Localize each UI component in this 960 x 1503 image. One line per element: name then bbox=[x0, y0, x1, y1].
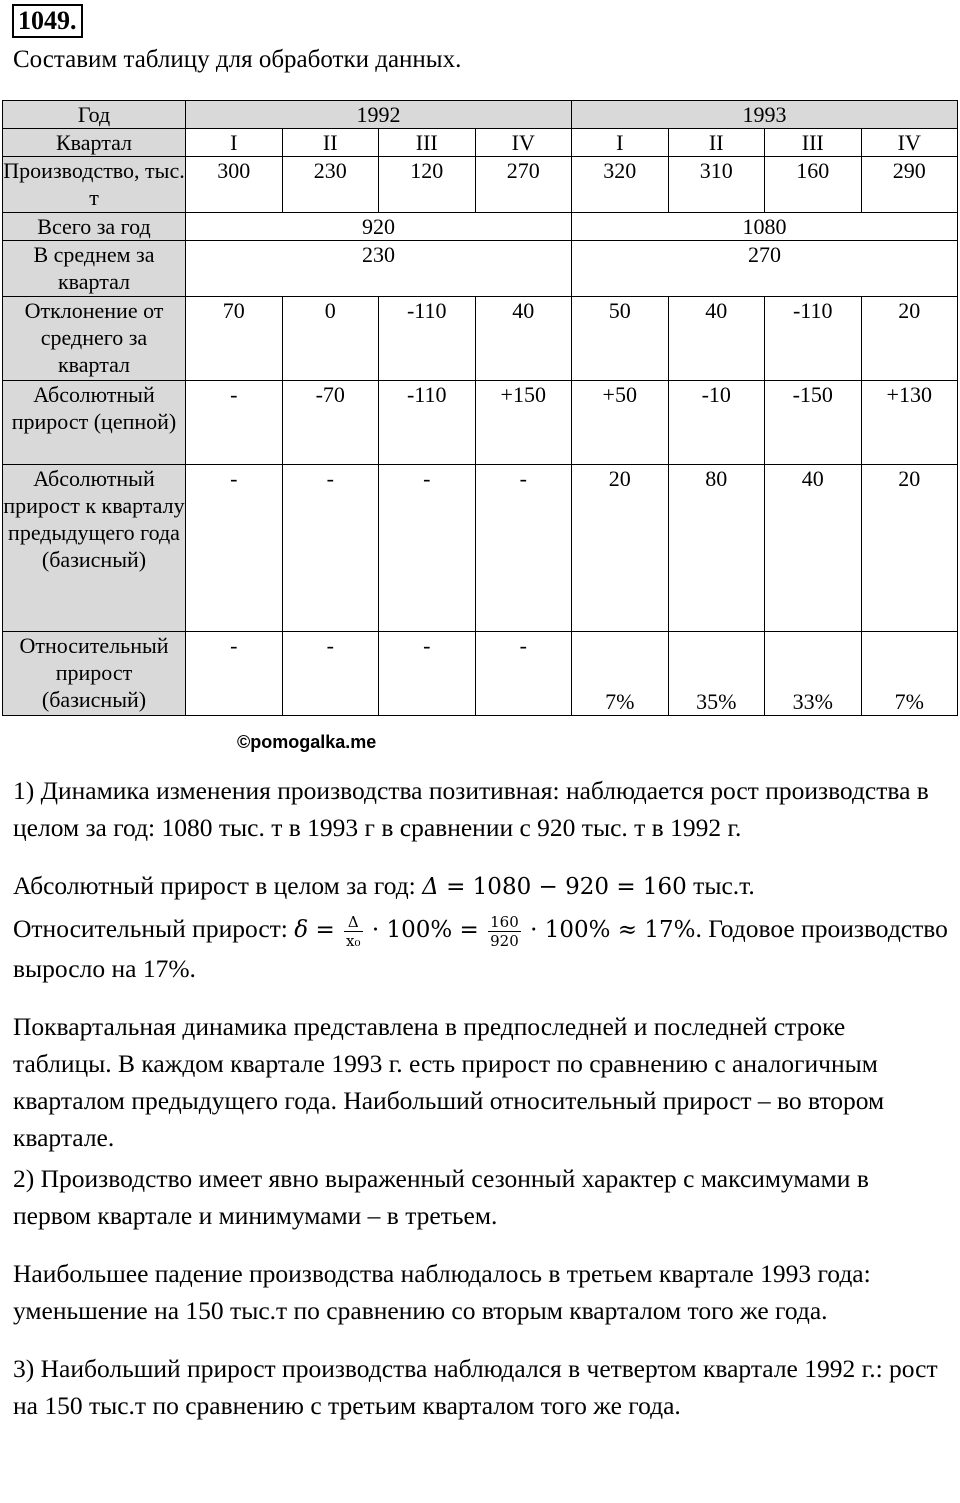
table-cell: -110 bbox=[765, 297, 862, 381]
table-cell: 50 bbox=[572, 297, 669, 381]
year-header-cell: 1993 bbox=[572, 101, 958, 129]
table-cell: - bbox=[186, 632, 283, 716]
table-cell: - bbox=[186, 465, 283, 632]
table-cell: - bbox=[379, 465, 476, 632]
table-cell: +50 bbox=[572, 381, 669, 465]
table-cell: 40 bbox=[668, 297, 765, 381]
quarter-header-cell: III bbox=[379, 129, 476, 157]
table-cell: 35% bbox=[668, 632, 765, 716]
table-cell: - bbox=[282, 632, 379, 716]
text-span: тыс.т. bbox=[686, 871, 755, 900]
table-row bbox=[3, 157, 958, 213]
table-cell: 40 bbox=[765, 465, 862, 632]
table-cell: -150 bbox=[765, 381, 862, 465]
table-row bbox=[3, 381, 958, 465]
quarter-header-cell: IV bbox=[475, 129, 572, 157]
table-cell: 120 bbox=[379, 157, 476, 213]
table-row bbox=[3, 213, 958, 241]
text-span: . Годовое производство выросло на 17%. bbox=[13, 914, 948, 983]
table-cell: - bbox=[282, 465, 379, 632]
fraction-denominator: x₀ bbox=[346, 931, 361, 950]
table-cell-merged: 920 bbox=[186, 213, 572, 241]
table-cell: - bbox=[475, 632, 572, 716]
table-cell: 40 bbox=[475, 297, 572, 381]
quarter-header-cell: II bbox=[668, 129, 765, 157]
table-cell: 7% bbox=[572, 632, 669, 716]
table-cell: -70 bbox=[282, 381, 379, 465]
quarter-header-cell: II bbox=[282, 129, 379, 157]
table-cell: 20 bbox=[572, 465, 669, 632]
row-label: В среднем за квартал bbox=[3, 241, 186, 297]
formula: · 100% = bbox=[364, 917, 487, 943]
row-label: Относительный прирост (базисный) bbox=[3, 632, 186, 716]
table-cell: 20 bbox=[861, 465, 958, 632]
table-cell: 160 bbox=[765, 157, 862, 213]
table-cell: 230 bbox=[282, 157, 379, 213]
table-cell: - bbox=[379, 632, 476, 716]
table-cell: -10 bbox=[668, 381, 765, 465]
table-cell-merged: 230 bbox=[186, 241, 572, 297]
table-cell: 20 bbox=[861, 297, 958, 381]
paragraph: Наибольшее падение производства наблюдалось в третьем квартале 1993 года: уменьшение на 150 тыс.т по сравнению со вторым кварталом того же года. bbox=[13, 1258, 871, 1325]
table-cell: 0 bbox=[282, 297, 379, 381]
table-row bbox=[3, 465, 958, 632]
delta-symbol: Δ bbox=[422, 874, 439, 900]
data-table bbox=[2, 100, 958, 716]
table-cell: 33% bbox=[765, 632, 862, 716]
table-cell: 270 bbox=[475, 157, 572, 213]
table-cell: -110 bbox=[379, 381, 476, 465]
row-label: Всего за год bbox=[3, 213, 186, 241]
table-cell: 290 bbox=[861, 157, 958, 213]
quarter-header-cell: IV bbox=[861, 129, 958, 157]
paragraph: 3) Наибольший прирост производства наблюдался в четвертом квартале 1992 г.: рост на 150 тыс.т по сравнению с третьим кварталом того же года. bbox=[13, 1353, 938, 1420]
quarter-header-cell: I bbox=[572, 129, 669, 157]
table-cell: - bbox=[186, 381, 283, 465]
fraction bbox=[344, 913, 362, 950]
table-row bbox=[3, 297, 958, 381]
intro-text: Составим таблицу для обработки данных. bbox=[13, 46, 462, 73]
year-header-label: Год bbox=[3, 101, 186, 129]
formula: = 1080 − 920 = 160 bbox=[438, 874, 687, 900]
table-cell: 80 bbox=[668, 465, 765, 632]
paragraph: 2) Производство имеет явно выраженный сезонный характер с максимумами в первом квартале и минимумами – в третьем. bbox=[13, 1163, 869, 1230]
fraction bbox=[488, 913, 521, 950]
row-label: Абсолютный прирост к кварталу предыдущего года (базисный) bbox=[3, 465, 186, 632]
relative-growth-paragraph bbox=[13, 910, 948, 987]
table-cell: 7% bbox=[861, 632, 958, 716]
quarter-header-cell: III bbox=[765, 129, 862, 157]
text-span: Абсолютный прирост в целом за год: bbox=[13, 871, 423, 900]
table-cell: - bbox=[475, 465, 572, 632]
row-label: Абсолютный прирост (цепной) bbox=[3, 381, 186, 465]
fraction-numerator: Δ bbox=[344, 913, 362, 932]
table-cell: +130 bbox=[861, 381, 958, 465]
table-cell-merged: 270 bbox=[572, 241, 958, 297]
table-row bbox=[3, 632, 958, 716]
absolute-growth-paragraph bbox=[13, 867, 948, 906]
fraction-numerator: 160 bbox=[490, 912, 519, 931]
text-span: Относительный прирост: bbox=[13, 914, 295, 943]
solution-text bbox=[13, 772, 948, 1424]
paragraph: Поквартальная динамика представлена в предпоследней и последней строке таблицы. В каждом квартале 1993 г. есть прирост по сравнению с аналогичным кварталом предыдущего года. Наибольший относительный прирост – во втором квартале. bbox=[13, 1011, 885, 1152]
paragraph: 1) Динамика изменения производства позитивная: наблюдается рост производства в целом за год: 1080 тыс. т в 1993 г в сравнении с 920 тыс. т в 1992 г. bbox=[13, 776, 929, 842]
delta-small-symbol: δ bbox=[294, 917, 309, 943]
quarter-header-label: Квартал bbox=[3, 129, 186, 157]
row-label: Производство, тыс. т bbox=[3, 157, 186, 213]
table-row-year bbox=[3, 101, 958, 129]
formula: · 100% ≈ 17% bbox=[522, 917, 696, 943]
table-cell: 320 bbox=[572, 157, 669, 213]
fraction-denominator: 920 bbox=[490, 931, 519, 950]
row-label: Отклонение от среднего за квартал bbox=[3, 297, 186, 381]
table-cell: 300 bbox=[186, 157, 283, 213]
table-cell: +150 bbox=[475, 381, 572, 465]
formula: = bbox=[308, 917, 343, 943]
quarter-header-cell: I bbox=[186, 129, 283, 157]
watermark: ©pomogalka.me bbox=[237, 732, 377, 752]
table-cell: 310 bbox=[668, 157, 765, 213]
table-cell-merged: 1080 bbox=[572, 213, 958, 241]
table-row bbox=[3, 241, 958, 297]
table-row-quarter bbox=[3, 129, 958, 157]
year-header-cell: 1992 bbox=[186, 101, 572, 129]
problem-number: 1049. bbox=[12, 4, 83, 38]
table-cell: 70 bbox=[186, 297, 283, 381]
table-cell: -110 bbox=[379, 297, 476, 381]
